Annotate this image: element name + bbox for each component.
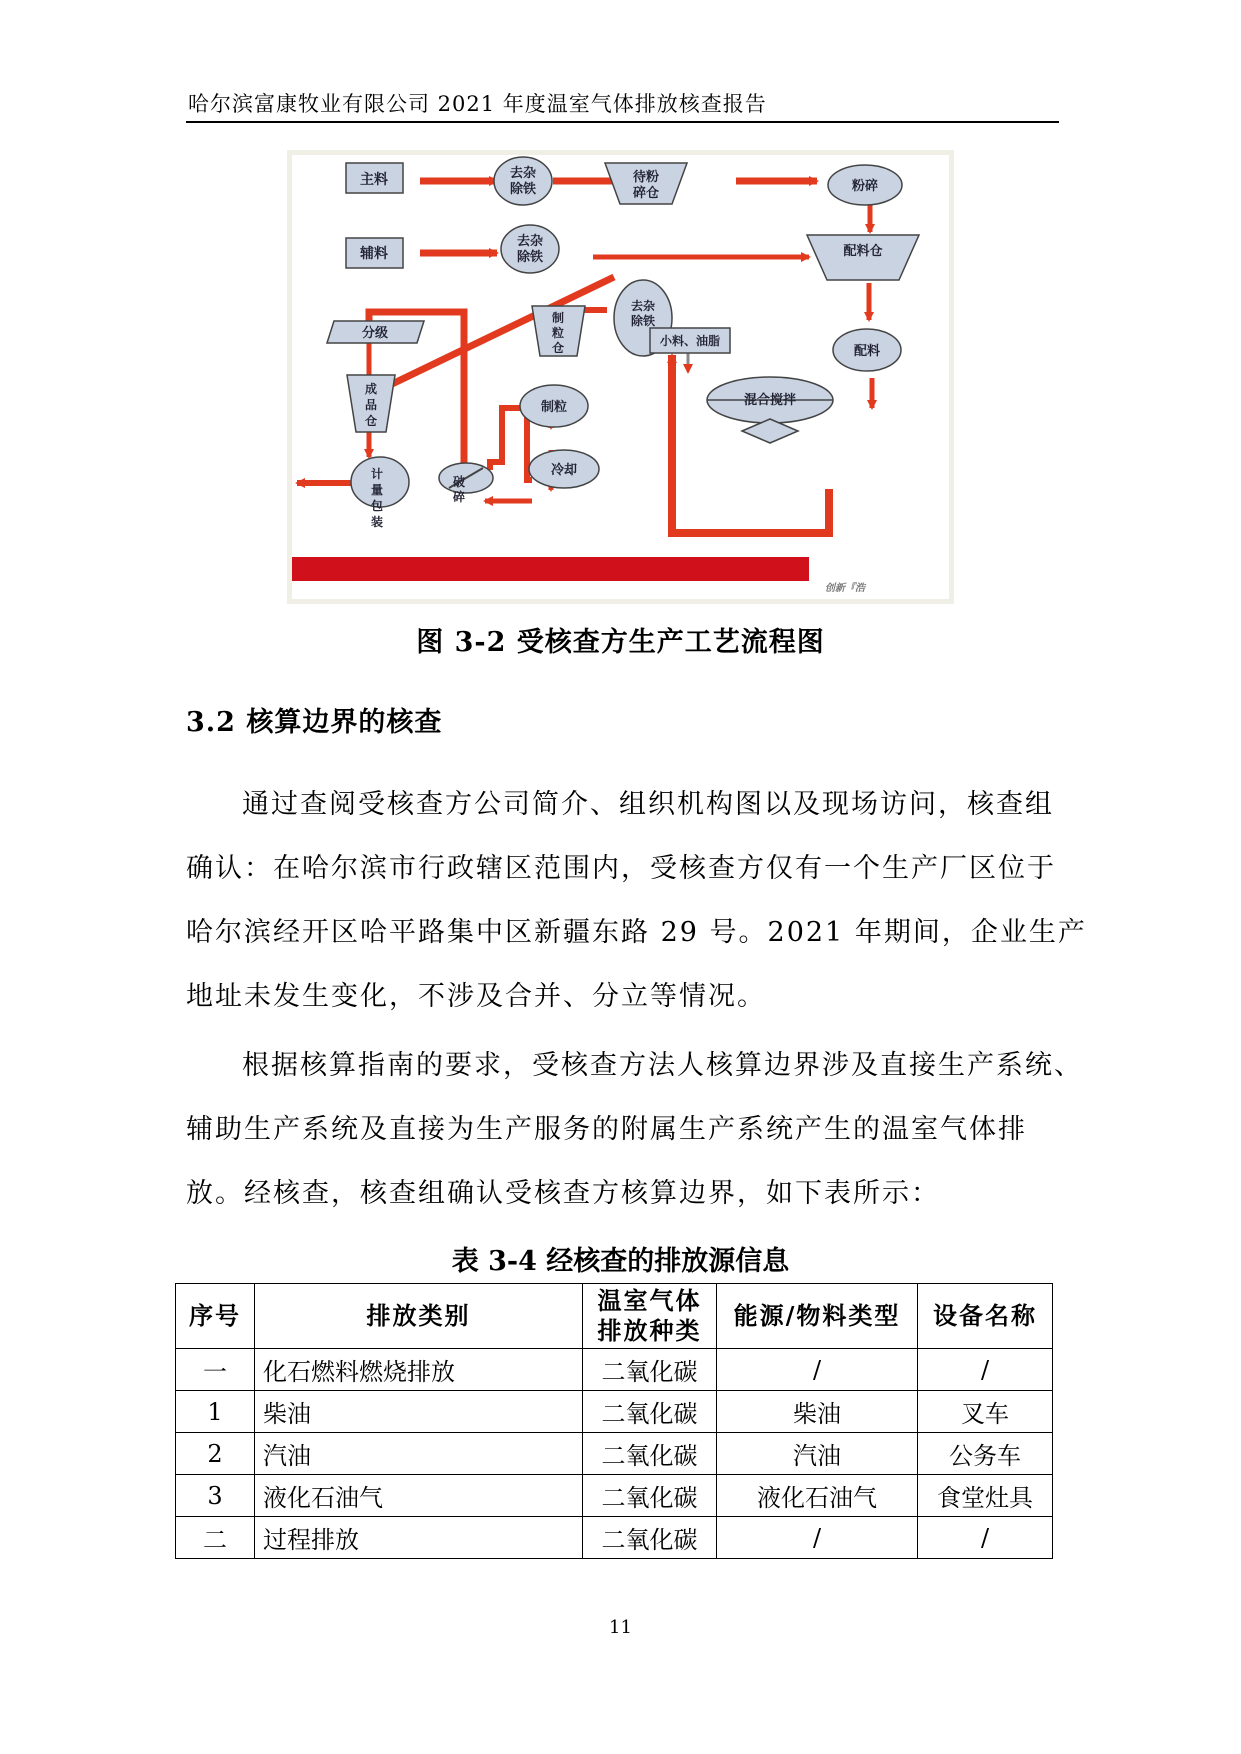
svg-text:碎仓: 碎仓: [632, 186, 660, 201]
table-header-row: [176, 1284, 1053, 1349]
figure-footer-text: 创新『浩: [825, 583, 865, 594]
svg-text:待粉: 待粉: [632, 170, 660, 185]
header-cell: 排放类别: [255, 1284, 583, 1349]
table-cell: 2: [176, 1433, 255, 1475]
paragraph-line: 放。经核查，核查组确认受核查方核算边界，如下表所示：: [186, 1178, 940, 1209]
svg-text:去杂: 去杂: [516, 234, 544, 249]
node-fensui: [828, 165, 902, 205]
table-cell: /: [717, 1349, 918, 1391]
node-zhilicang: [532, 306, 585, 356]
node-fenji: [327, 321, 424, 343]
svg-text:除铁: 除铁: [509, 182, 537, 197]
header-cell-line: 排放种类: [597, 1316, 702, 1345]
table-cell: 液化石油气: [717, 1475, 918, 1517]
svg-text:粉碎: 粉碎: [851, 179, 879, 194]
table-cell: 一: [176, 1349, 255, 1391]
paragraph-line: 辅助生产系统及直接为生产服务的附属生产系统产生的温室气体排: [186, 1114, 1027, 1145]
process-flow-diagram: [287, 150, 954, 604]
node-peiliao: [833, 329, 901, 371]
header-cell: [583, 1284, 717, 1349]
svg-text:除铁: 除铁: [630, 314, 656, 328]
table-cell: 化石燃料燃烧排放: [255, 1349, 583, 1391]
svg-text:仓: 仓: [551, 341, 565, 355]
svg-text:除铁: 除铁: [516, 250, 544, 265]
header-rule: [186, 121, 1059, 123]
table-cell: 公务车: [918, 1433, 1053, 1475]
header-cell: 设备名称: [918, 1284, 1053, 1349]
table-cell: 二: [176, 1517, 255, 1559]
svg-text:成: 成: [364, 382, 378, 396]
svg-text:包: 包: [370, 499, 384, 513]
table-cell: 汽油: [717, 1433, 918, 1475]
svg-text:小料、油脂: 小料、油脂: [659, 334, 721, 348]
svg-text:配料仓: 配料仓: [843, 244, 883, 259]
svg-text:装: 装: [370, 515, 384, 529]
paragraph-line: 通过查阅受核查方公司简介、组织机构图以及现场访问，核查组: [242, 789, 1054, 820]
section-title: 3.2 核算边界的核查: [186, 707, 443, 738]
svg-text:量: 量: [370, 483, 384, 497]
table-cell: 叉车: [918, 1391, 1053, 1433]
node-fuliao: [346, 238, 403, 268]
table-cell: 柴油: [717, 1391, 918, 1433]
emission-source-table: [175, 1283, 1053, 1559]
node-quza-2: [501, 225, 559, 273]
svg-text:去杂: 去杂: [509, 166, 537, 181]
node-quza-1: [494, 157, 552, 205]
table-cell: 3: [176, 1475, 255, 1517]
paragraph-line: 哈尔滨经开区哈平路集中区新疆东路 29 号。2021 年期间，企业生产: [186, 917, 1087, 948]
table-cell: 二氧化碳: [583, 1391, 717, 1433]
table-cell: /: [717, 1517, 918, 1559]
svg-text:碎: 碎: [452, 490, 466, 504]
paragraph-line: 确认：在哈尔滨市行政辖区范围内，受核查方仅有一个生产厂区位于: [186, 853, 1056, 884]
svg-text:制: 制: [551, 311, 565, 325]
table-cell: 二氧化碳: [583, 1517, 717, 1559]
table-cell: 食堂灶具: [918, 1475, 1053, 1517]
table-cell: 二氧化碳: [583, 1349, 717, 1391]
figure-bottom-bar: [292, 557, 809, 581]
table-cell: /: [918, 1349, 1053, 1391]
svg-text:计: 计: [370, 467, 384, 481]
table-cell: 1: [176, 1391, 255, 1433]
node-chengpin: [347, 375, 395, 432]
table-row: [176, 1391, 1053, 1433]
svg-text:冷却: 冷却: [550, 463, 578, 478]
node-fuliao-label: 辅料: [360, 246, 388, 262]
svg-text:混合搅拌: 混合搅拌: [743, 393, 797, 408]
svg-text:制粒: 制粒: [540, 400, 568, 415]
svg-text:配料: 配料: [853, 344, 881, 359]
node-zhuliao-label: 主料: [360, 172, 388, 188]
table-cell: 过程排放: [255, 1517, 583, 1559]
table-row: [176, 1349, 1053, 1391]
header-cell-line: 温室气体: [597, 1286, 702, 1315]
table-title: 表 3-4 经核查的排放源信息: [451, 1246, 790, 1277]
node-lengque: [529, 450, 599, 488]
table-cell: 汽油: [255, 1433, 583, 1475]
paragraph-line: 地址未发生变化，不涉及合并、分立等情况。: [186, 981, 766, 1012]
header-cell: 序号: [176, 1284, 255, 1349]
node-zhuliao: [346, 163, 403, 193]
svg-text:分级: 分级: [361, 326, 389, 341]
page-number: 11: [609, 1617, 632, 1638]
svg-text:去杂: 去杂: [630, 299, 656, 313]
svg-text:仓: 仓: [364, 414, 378, 428]
table-cell: 液化石油气: [255, 1475, 583, 1517]
table-cell: 二氧化碳: [583, 1475, 717, 1517]
svg-text:品: 品: [364, 398, 378, 412]
node-peiliaocang: [807, 235, 919, 280]
table-cell: 柴油: [255, 1391, 583, 1433]
report-header: 哈尔滨富康牧业有限公司 2021 年度温室气体排放核查报告: [188, 92, 767, 116]
node-xiaoliao: [650, 328, 730, 353]
table-cell: /: [918, 1517, 1053, 1559]
node-zhili: [520, 385, 588, 427]
header-cell: 能源/物料类型: [717, 1284, 918, 1349]
table-row: [176, 1475, 1053, 1517]
table-cell: 二氧化碳: [583, 1433, 717, 1475]
table-row: [176, 1517, 1053, 1559]
paragraph-line: 根据核算指南的要求，受核查方法人核算边界涉及直接生产系统、: [242, 1050, 1083, 1081]
svg-text:粒: 粒: [551, 326, 565, 340]
svg-text:破: 破: [452, 475, 466, 489]
node-daifen-bin: [605, 163, 687, 204]
table-row: [176, 1433, 1053, 1475]
figure-caption: 图 3-2 受核查方生产工艺流程图: [416, 627, 825, 658]
